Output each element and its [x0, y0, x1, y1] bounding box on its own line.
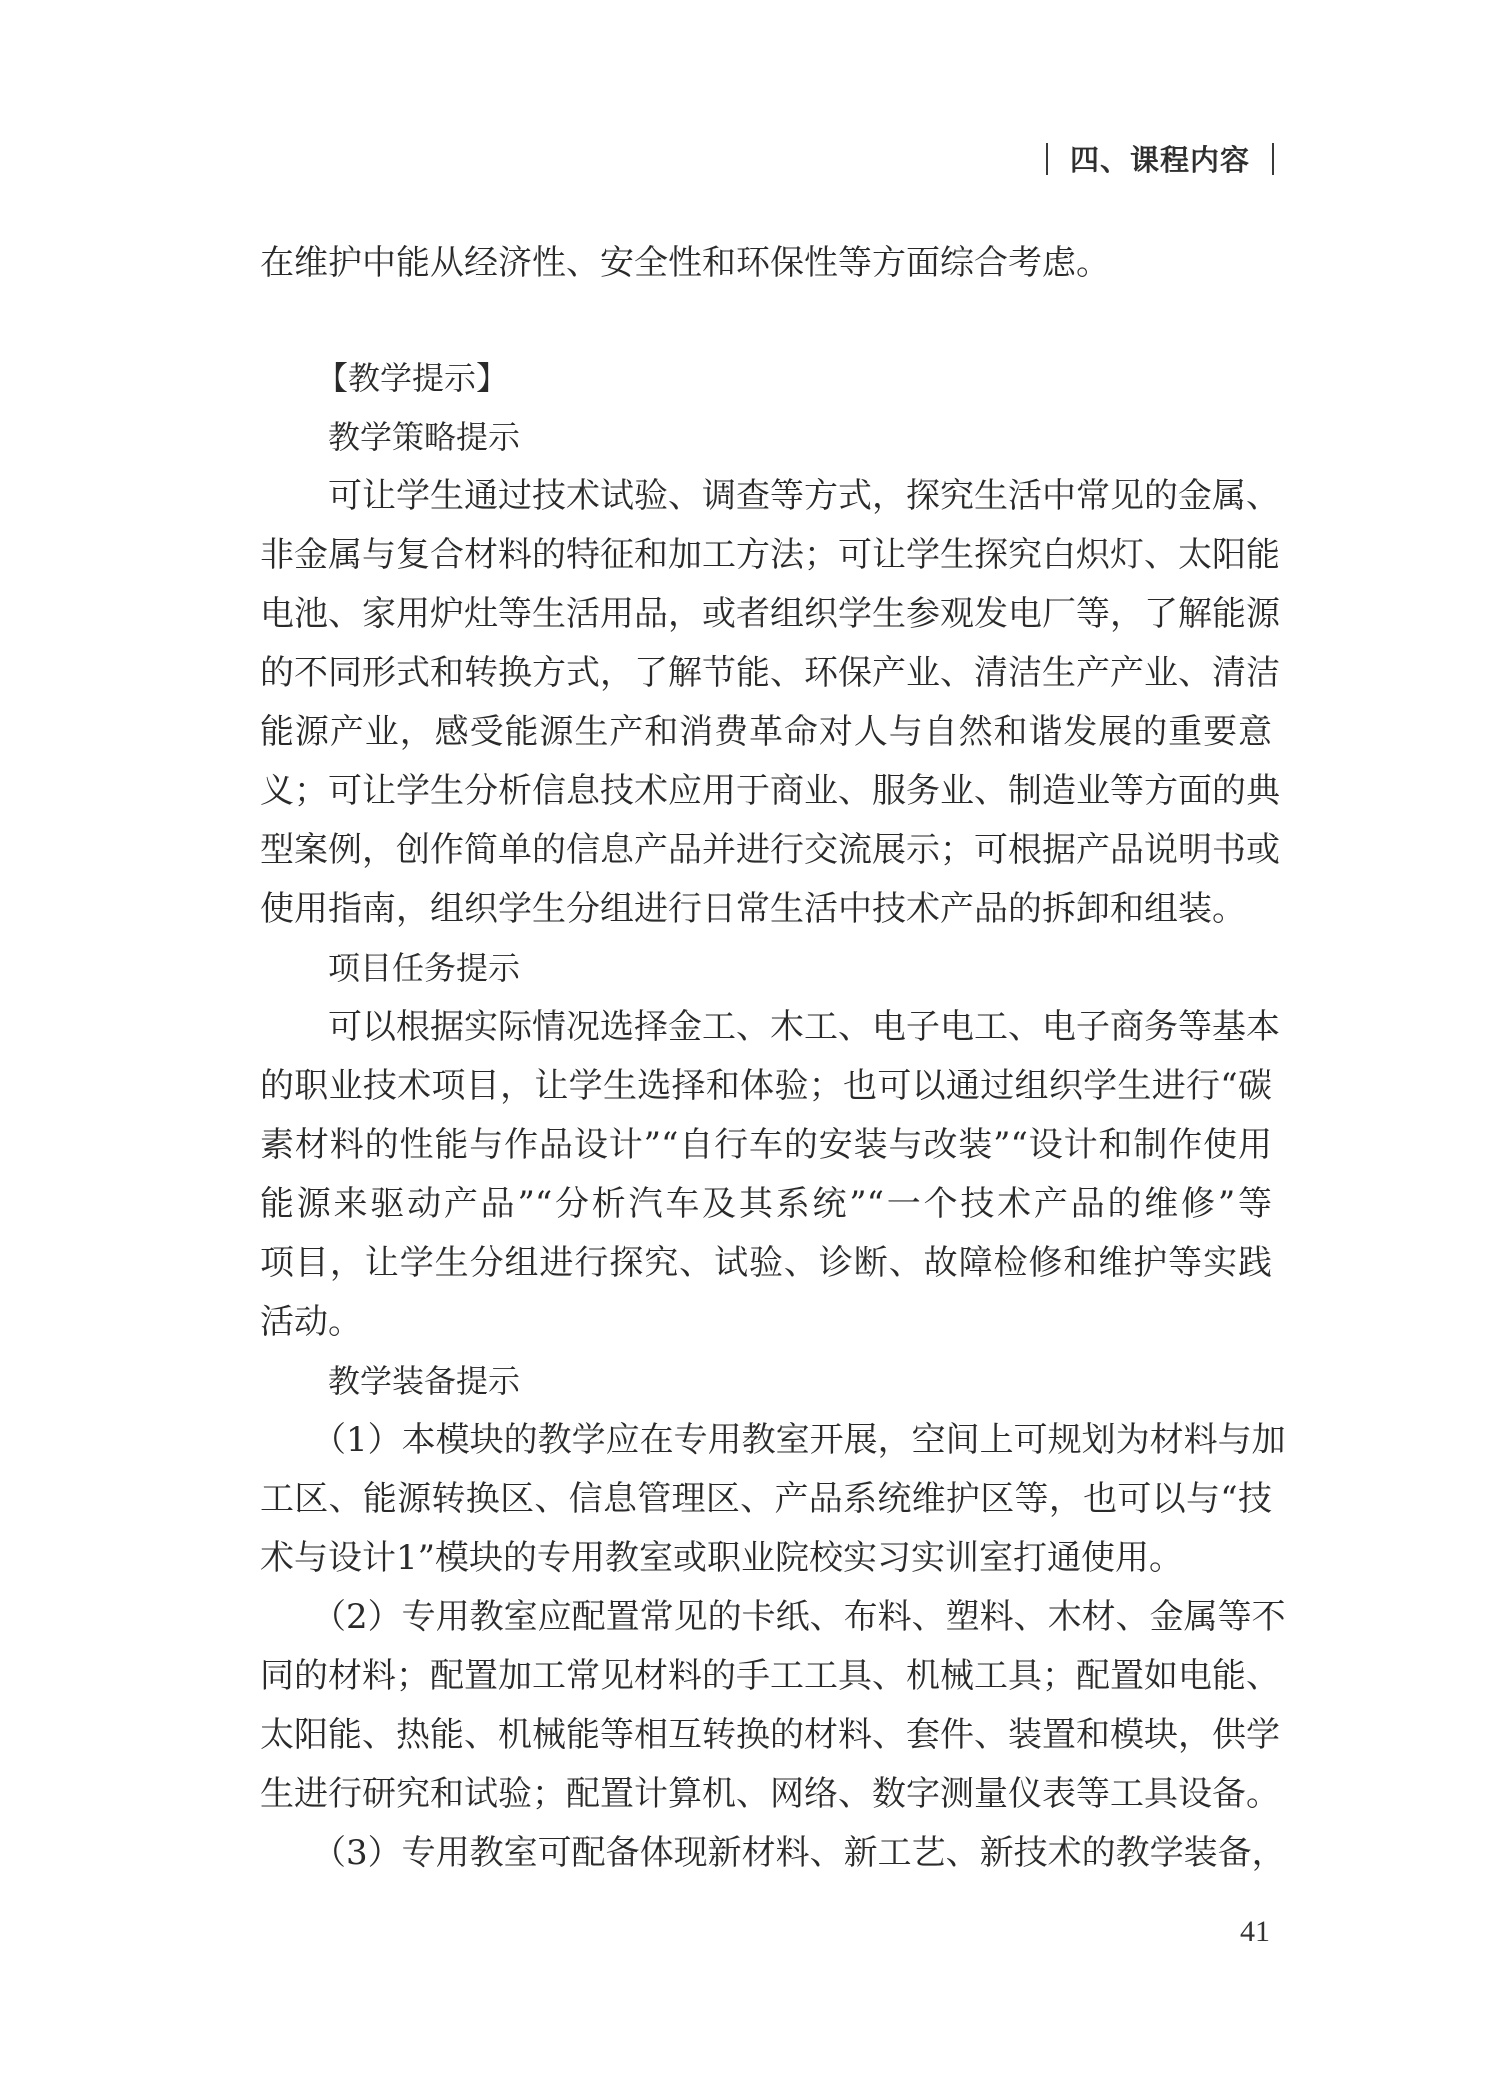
strategy-title: 教学策略提示 — [328, 418, 521, 456]
page-body — [260, 234, 1286, 1883]
paragraph-line: 的职业技术项目，让学生选择和体验；也可以通过组织学生进行“碳 — [260, 1066, 1272, 1106]
paragraph-line: 使用指南，组织学生分组进行日常生活中技术产品的拆卸和组装。 — [260, 889, 1246, 929]
header-divider-left — [1046, 143, 1048, 175]
paragraph-line: 工区、能源转换区、信息管理区、产品系统维护区等，也可以与“技 — [260, 1479, 1272, 1519]
paragraph-line: （3）专用教室可配备体现新材料、新工艺、新技术的教学装备， — [312, 1833, 1286, 1873]
paragraph-line: 电池、家用炉灶等生活用品，或者组织学生参观发电厂等，了解能源 — [260, 594, 1280, 634]
running-header — [1046, 138, 1274, 179]
paragraph-line: 活动。 — [260, 1302, 362, 1342]
page-number: 41 — [1240, 1915, 1270, 1948]
section-title: 四、课程内容 — [1069, 143, 1250, 177]
paragraph-line: 可让学生通过技术试验、调查等方式，探究生活中常见的金属、 — [328, 476, 1280, 516]
paragraph-line: 同的材料；配置加工常见材料的手工工具、机械工具；配置如电能、 — [260, 1656, 1280, 1696]
paragraph-line: 素材料的性能与作品设计”“自行车的安装与改装”“设计和制作使用 — [260, 1125, 1272, 1165]
teaching-tips-heading: 【教学提示】 — [316, 359, 509, 397]
header-divider-right — [1272, 143, 1274, 175]
paragraph-line: 义；可让学生分析信息技术应用于商业、服务业、制造业等方面的典 — [260, 771, 1280, 811]
paragraph-line: 术与设计1”模块的专用教室或职业院校实习实训室打通使用。 — [260, 1538, 1184, 1578]
continuation-line: 在维护中能从经济性、安全性和环保性等方面综合考虑。 — [260, 243, 1110, 283]
project-title: 项目任务提示 — [328, 949, 521, 987]
paragraph-line: 非金属与复合材料的特征和加工方法；可让学生探究白炽灯、太阳能 — [260, 535, 1280, 575]
paragraph-line: 型案例，创作简单的信息产品并进行交流展示；可根据产品说明书或 — [260, 830, 1280, 870]
section-gap — [260, 293, 1272, 349]
paragraph-line: 项目，让学生分组进行探究、试验、诊断、故障检修和维护等实践 — [260, 1243, 1272, 1283]
equipment-title: 教学装备提示 — [328, 1362, 521, 1400]
paragraph-line: （1）本模块的教学应在专用教室开展，空间上可规划为材料与加 — [312, 1420, 1286, 1460]
paragraph-line: 能源产业，感受能源生产和消费革命对人与自然和谐发展的重要意 — [260, 712, 1272, 752]
paragraph-line: 可以根据实际情况选择金工、木工、电子电工、电子商务等基本 — [328, 1007, 1280, 1047]
paragraph-line: 能源来驱动产品”“分析汽车及其系统”“一个技术产品的维修”等 — [260, 1184, 1272, 1224]
paragraph-line: 生进行研究和试验；配置计算机、网络、数字测量仪表等工具设备。 — [260, 1774, 1280, 1814]
paragraph-line: 的不同形式和转换方式，了解节能、环保产业、清洁生产产业、清洁 — [260, 653, 1280, 693]
paragraph-line: （2）专用教室应配置常见的卡纸、布料、塑料、木材、金属等不 — [312, 1597, 1286, 1637]
paragraph-line: 太阳能、热能、机械能等相互转换的材料、套件、装置和模块，供学 — [260, 1715, 1280, 1755]
